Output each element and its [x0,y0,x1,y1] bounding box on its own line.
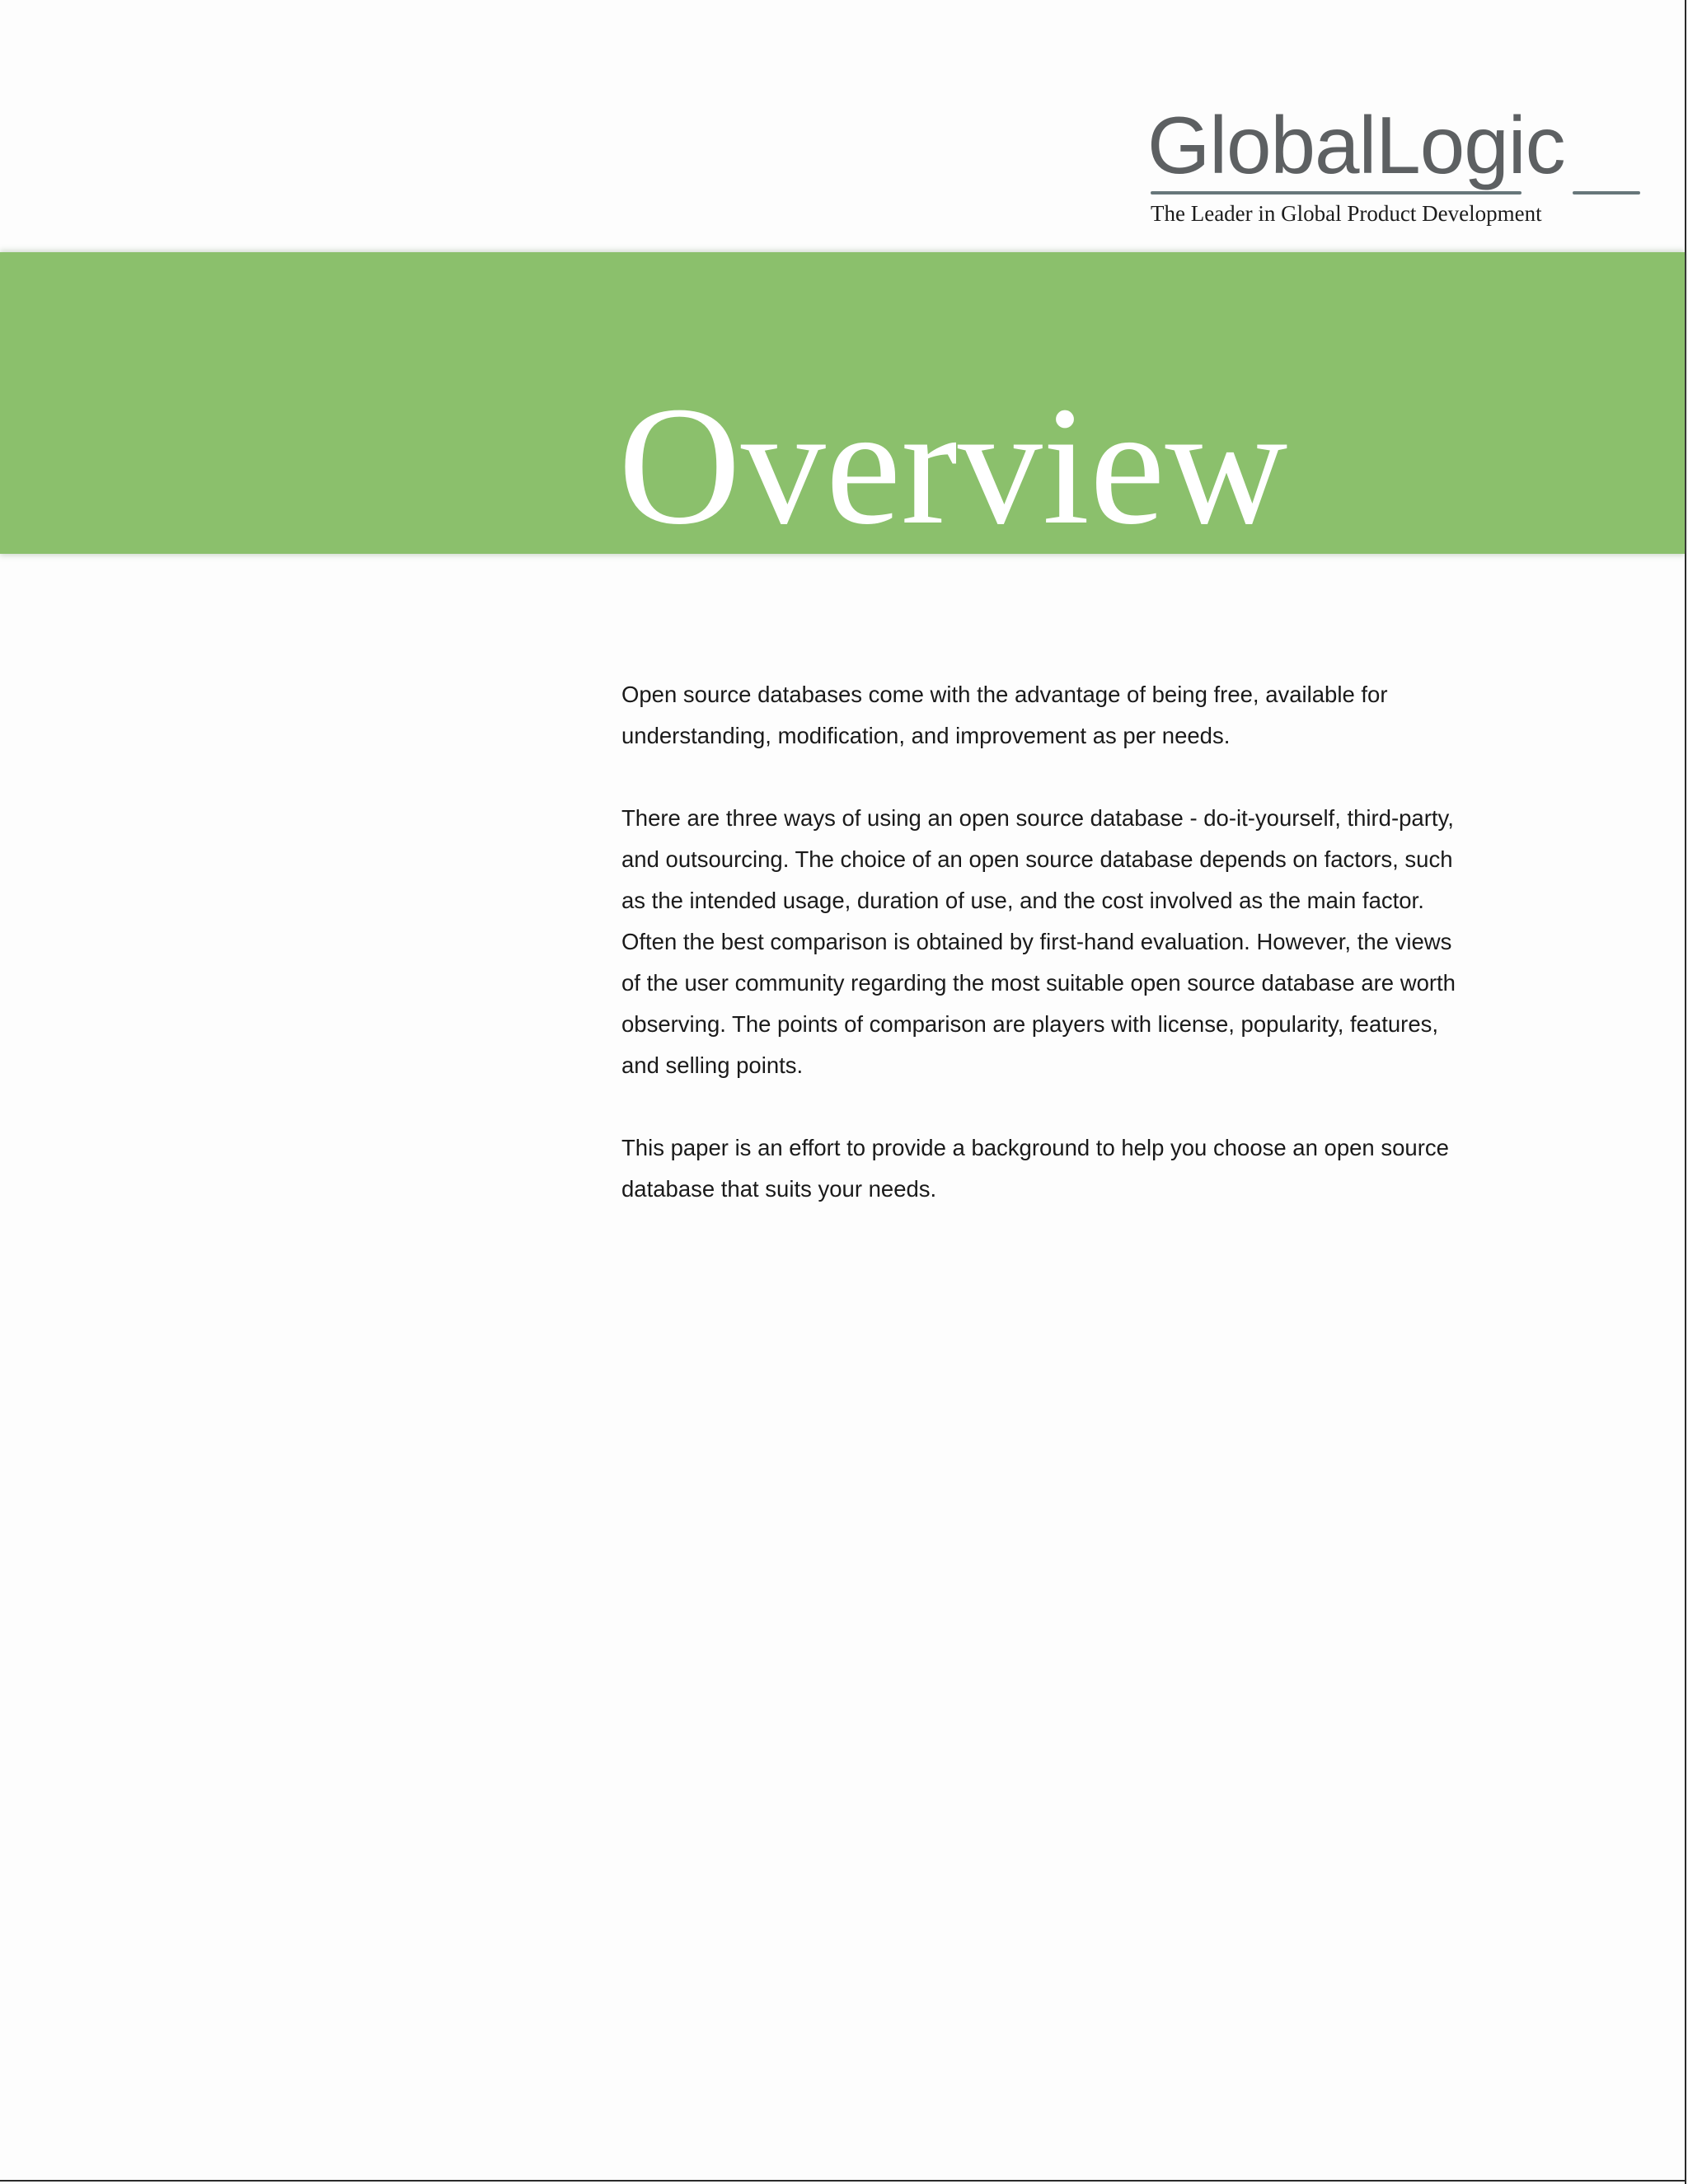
logo-underline-short [1573,191,1640,194]
page-border-bottom [0,2180,1686,2182]
paragraph-purpose: This paper is an effort to provide a background to help you choose an open source database that suits your needs. [621,1135,1449,1202]
paragraph-usage: There are three ways of using an open source database - do-it-yourself, third-party, and outsourcing. The choice of an open source database depends on factors, such as the intended usage, duration of use, and the cost involved as the main factor. Often the best comparison is obtained by first-hand evaluation. However, the views of the user community regarding the most suitable open source database are worth observing. The points of comparison are players with license, popularity, features, and selling points. [621,805,1456,1078]
page-title: Overview [618,371,1288,560]
paragraph-intro: Open source databases come with the advantage of being free, available for understanding, modification, and improvement as per needs. [621,682,1388,748]
body-text [621,674,1458,1251]
logo-tagline: The Leader in Global Product Development [1151,201,1542,226]
company-logo [1146,99,1657,239]
page-border-right [1685,0,1686,2184]
logo-underline-long [1151,191,1522,194]
logo-wordmark: GlobalLogic [1147,100,1565,190]
